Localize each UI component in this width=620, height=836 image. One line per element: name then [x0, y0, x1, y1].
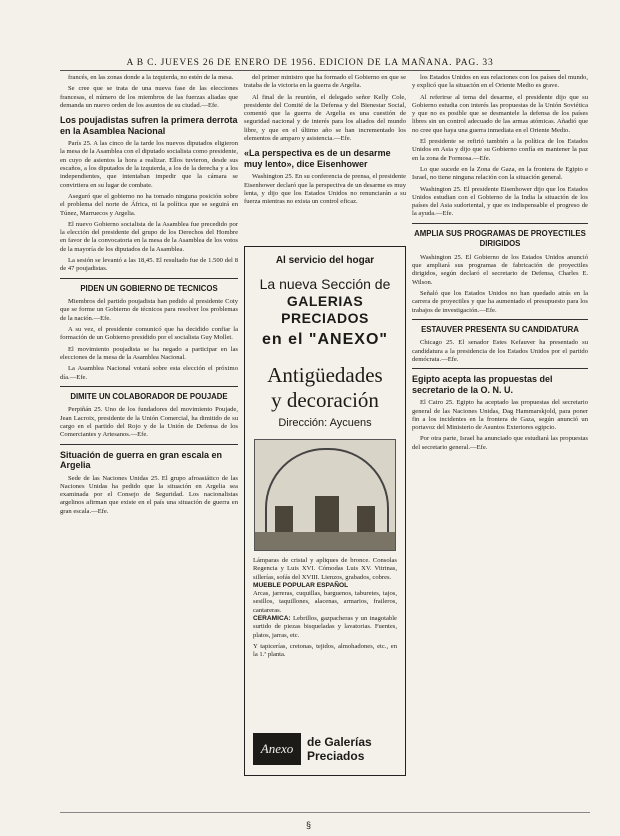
headline: Egipto acepta las propuestas del secretario de la O. N. U.	[412, 374, 553, 395]
anexo-logo: Anexo	[253, 733, 301, 765]
paragraph: La sesión se levantó a las 18,45. El resultado fue de 1.500 del 8 de 47 poujadistas.	[60, 257, 238, 273]
page-footer-rule	[60, 812, 590, 813]
headline: Situación de guerra en gran escala en Argelia	[60, 449, 223, 470]
paragraph: Al referirse al tema del desarme, el presidente dijo que su Gobierno estudia con interés las propuestas de la Unión Soviética y que no es posible que se desmantele la defensa de los países libres sin un control adecuado de las armas atómicas. Añadió que no cree que haya una guerra inmediata en el Oriente Medio.	[412, 93, 588, 134]
paragraph: los Estados Unidos en sus relaciones con los países del mundo, y explicó que la situación en el Oriente Medio es grave.	[412, 74, 588, 90]
paragraph: Lo que sucede en la Zona de Gaza, en la frontera de Egipto e Israel, no tiene ninguna relación con la situación general.	[412, 165, 588, 182]
brand-line: de Galerías	[307, 735, 372, 749]
paragraph: francés, en las zonas donde a la izquierda, no estén de la mesa.	[68, 74, 234, 81]
divider	[412, 368, 588, 369]
headline: ESTAUVER PRESENTA SU CANDIDATURA	[421, 324, 579, 334]
ad-text: Y tapicerías, cretonas, tejidos, almohadones, etc., en la 1.ª planta.	[253, 642, 397, 659]
ad-title-line: y decoración	[271, 388, 379, 412]
paragraph: Washington 25. En su conferencia de prensa, el presidente Eisenhower declaró que la perspectiva de un desarme es muy lenta, y dijo que los Estados Unidos no renunciarán a su fuerza mientras no exista un control eficaz.	[244, 173, 406, 206]
paragraph: El presidente se refirió también a la política de los Estados Unidos en Asia y dijo que su Gobierno confía en mantener la paz en la zona de Formosa.—Efe.	[412, 138, 588, 162]
ad-direction: Dirección: Aycuens	[278, 417, 372, 429]
galerias-preciados-ad	[244, 246, 406, 776]
brand-line: Preciados	[307, 749, 365, 763]
divider	[60, 444, 238, 445]
column-2	[244, 74, 406, 210]
ad-title-line: Antigüedades	[267, 363, 383, 387]
ad-body	[245, 551, 405, 660]
headline: «La perspectiva es de un desarme muy lento», dice Eisenhower	[244, 148, 391, 169]
paragraph: Se cree que se trata de una nueva fase de las elecciones francesas, el número de los miembros de las fuerzas aliadas que demanda un nuevo orden de los asuntos de su ciudad.—Efe.	[60, 85, 238, 109]
paragraph: Aseguró que el gobierno no ha tomado ninguna posición sobre el problema del norte de África, ni la política que se seguirá en Túnez, Marruecos y Argelia.	[60, 192, 238, 217]
ad-caption: CERAMICA:	[253, 615, 291, 623]
ad-footer	[253, 731, 397, 767]
chair-shape	[357, 506, 375, 532]
ad-title	[245, 363, 405, 413]
paragraph: Miembros del partido poujadista han pedido al presidente Coty que se forme un Gobierno de técnicos para resolver los problemas de la nación.—Efe.	[60, 298, 238, 322]
paragraph: Sede de las Naciones Unidas 25. El grupo afroasiático de las Naciones Unidas ha pedido que la situación en Argelia sea examinada por el Consejo de Seguridad. Los nacionalistas argelinos afirman que existe en el país una situación de guerra en gran escala.—Efe.	[60, 474, 238, 515]
floor-shape	[255, 532, 395, 550]
paragraph: A su vez, el presidente comunicó que ha decidido confiar la formación de un Gobierno presidido por el socialista Guy Mollet.	[60, 326, 238, 342]
ad-text: Arcas, jarreras, cuquillas, barguenos, taburetes, tajos, sesillos, taquillones, alacenas, armarios, fraileros, cantareras.	[253, 590, 397, 614]
page-header: A B C. JUEVES 26 DE ENERO DE 1956. EDICION DE LA MAÑANA. PAG. 33	[60, 58, 560, 71]
ad-line: GALERIAS PRECIADOS	[281, 293, 369, 326]
divider	[412, 319, 588, 320]
paragraph: Señaló que los Estados Unidos no han quedado atrás en la carrera de proyectiles y que ha aumentado el presupuesto para los trabajos de investigación.—Efe.	[412, 289, 588, 314]
paragraph: Chicago 25. El senador Estes Kefauver ha presentado su candidatura a la presidencia de los Estados Unidos por el partido demócrata.—Efe.	[412, 339, 588, 363]
divider	[60, 278, 238, 279]
footer-mark: §	[306, 820, 312, 830]
paragraph: Por otra parte, Israel ha anunciado que estudiará las propuestas del secretario general.—Efe.	[412, 435, 588, 451]
paragraph: El movimiento poujadista se ha negado a participar en las elecciones de la mesa de la Asamblea Nacional.	[60, 345, 238, 361]
headline: Los poujadistas sufren la primera derrota en la Asamblea Nacional	[60, 115, 238, 136]
ad-heading	[245, 276, 405, 327]
ad-illustration	[254, 439, 396, 551]
ad-text: Lebrillos, gazpacheras y un inagotable surtido de piezas bisqueladas y lavatorias. Fuentes, platos, jarras, etc.	[253, 615, 397, 639]
ad-line: La nueva Sección de	[259, 276, 391, 292]
paragraph: Perpiñán 25. Uno de los fundadores del movimiento Poujade, Jean Lacroix, presidente de la Unión Comercial, ha dimitido de su cargo en el partido del Rojo y de la Unión de Defensa de los Comerciantes y Artesanos.—Efe.	[60, 406, 238, 439]
paragraph: Al final de la reunión, el delegado señor Kelly Cole, presidente del Comité de la Defensa y del Bienestar Social, comentó que la guerra de Argelia es una cuestión de seguridad nacional y de interés para los aliados del mundo libre, y que en el último año se han incrementado los elementos de amparo y asistencia.—Efe.	[244, 93, 406, 143]
headline: PIDEN UN GOBIERNO DE TECNICOS	[80, 283, 218, 293]
ad-caption: MUEBLE POPULAR ESPAÑOL	[253, 581, 349, 589]
column-3	[412, 74, 588, 455]
paragraph: del primer ministro que ha formado el Gobierno en que se trataba de la victoria en la guerra de Argelia.	[244, 74, 406, 90]
ad-anexo: en el "ANEXO"	[262, 331, 388, 348]
paragraph: Washington 25. El presidente Eisenhower dijo que los Estados Unidos estudian con el Gobierno de la India la situación de los países del Asia sudoriental, y que es indispensable el progreso de la ayuda.—Efe.	[412, 185, 588, 218]
chair-shape	[315, 496, 339, 532]
ad-brand	[307, 735, 372, 763]
ad-tagline: Al servicio del hogar	[275, 255, 375, 266]
column-1	[60, 74, 238, 519]
paragraph: La Asamblea Nacional votará sobre esta elección el próximo día.—Efe.	[60, 365, 238, 381]
paragraph: El nuevo Gobierno socialista de la Asamblea fue precedido por la elección del presidente del grupo de los Derechos del Hombre en favor de la convocatoria en la mesa de la Asamblea de los votos de la mayoría de los diputados de la Asamblea.	[60, 220, 238, 253]
divider	[412, 223, 588, 224]
paragraph: Washington 25. El Gobierno de los Estados Unidos anunció que ampliará sus programas de fabricación de proyectiles dirigidos, según declaró el secretario de Defensa, Charles E. Wilson.	[412, 253, 588, 286]
paragraph: El Cairo 25. Egipto ha aceptado las propuestas del secretario general de las Naciones Unidas, Dag Hammarskjold, para poner fin a los incidentes en la frontera de Gaza, según anunció un portavoz del Ministerio de Asuntos Exteriores egipcio.	[412, 399, 588, 432]
headline: AMPLIA SUS PROGRAMAS DE PROYECTILES DIRIGIDOS	[414, 228, 586, 249]
divider	[60, 386, 238, 387]
chair-shape	[275, 506, 293, 532]
headline: DIMITE UN COLABORADOR DE POUJADE	[70, 391, 228, 401]
paragraph: París 25. A las cinco de la tarde los nuevos diputados eligieron la mesa de la Asamblea con el diputado socialista como presidente, en cuyo de asientos la hora a realizar. Ellos tuvieron, desde sus escaños, a los diputados de la izquierda, a los de la derecha y a los independientes, que intentaban impedir que la cámara se convirtiera en su lugar de combate.	[60, 140, 238, 189]
ad-text: Lámparas de cristal y apliques de bronce. Consolas Regencia y Luis XVI. Cómodas Luis XV. Vitrinas, sillerías, sofás del XVIII. Lienzos, grabados, cobres.	[253, 557, 397, 581]
